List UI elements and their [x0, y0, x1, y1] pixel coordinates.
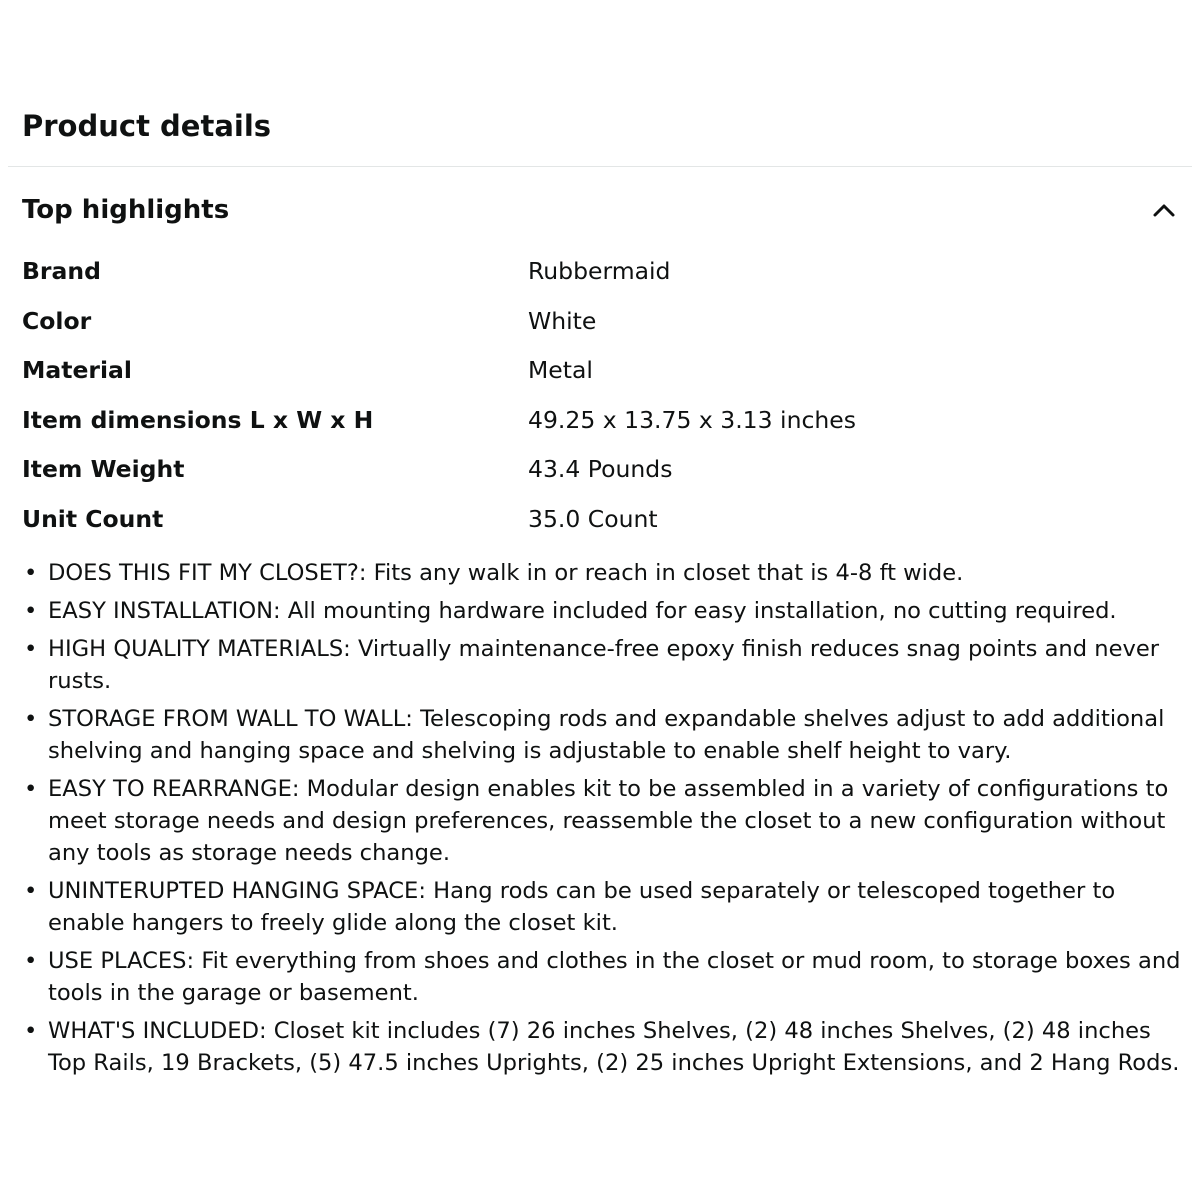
feature-bullet — [22, 875, 1182, 939]
feature-bullet — [22, 633, 1182, 697]
bullet-dot: • — [24, 1018, 38, 1044]
spec-row-dimensions — [22, 396, 1178, 446]
chevron-up-icon[interactable] — [1150, 196, 1178, 224]
spec-value: 49.25 x 13.75 x 3.13 inches — [528, 405, 856, 434]
page-title: Product details — [22, 109, 272, 143]
spec-value: 43.4 Pounds — [528, 455, 673, 484]
feature-bullet-list — [22, 557, 1182, 1105]
feature-bullet — [22, 773, 1182, 869]
spec-label: Color — [22, 306, 92, 335]
bullet-dot: • — [24, 598, 38, 624]
spec-label: Item Weight — [22, 455, 185, 484]
spec-row-unit-count — [22, 495, 1178, 545]
section-divider — [8, 166, 1192, 167]
spec-label: Material — [22, 356, 132, 385]
bullet-dot: • — [24, 948, 38, 974]
bullet-dot: • — [24, 706, 38, 732]
feature-bullet — [22, 557, 1182, 589]
feature-bullet — [22, 595, 1182, 627]
feature-bullet — [22, 945, 1182, 1009]
spec-value: Rubbermaid — [528, 257, 671, 285]
spec-value: Metal — [528, 356, 593, 385]
spec-label: Item dimensions L x W x H — [22, 405, 374, 434]
spec-value: White — [528, 306, 597, 335]
feature-bullet-text: STORAGE FROM WALL TO WALL: Telescoping rods and expandable shelves adjust to add additional shelving and hanging space and shelving is adjustable to enable shelf height to vary. — [48, 706, 1165, 764]
feature-bullet-text: USE PLACES: Fit everything from shoes and clothes in the closet or mud room, to storage boxes and tools in the garage or basement. — [48, 948, 1181, 1006]
feature-bullet-text: UNINTERUPTED HANGING SPACE: Hang rods can be used separately or telescoped together to enable hangers to freely glide along the closet kit. — [48, 878, 1116, 936]
spec-row-weight — [22, 445, 1178, 495]
bullet-dot: • — [24, 878, 38, 904]
feature-bullet-text: EASY TO REARRANGE: Modular design enables kit to be assembled in a variety of configurations to meet storage needs and design preferences, reassemble the closet to a new configuration without any tools as storage needs change. — [48, 776, 1169, 866]
feature-bullet-text: HIGH QUALITY MATERIALS: Virtually maintenance-free epoxy finish reduces snag points and never rusts. — [48, 636, 1160, 694]
feature-bullet-text: EASY INSTALLATION: All mounting hardware included for easy installation, no cutting required. — [48, 598, 1117, 624]
feature-bullet — [22, 703, 1182, 767]
feature-bullet — [22, 1015, 1182, 1079]
bullet-dot: • — [24, 636, 38, 662]
spec-value: 35.0 Count — [528, 504, 658, 533]
feature-bullet-text: DOES THIS FIT MY CLOSET?: Fits any walk in or reach in closet that is 4-8 ft wide. — [48, 560, 964, 586]
top-highlights-toggle[interactable] — [22, 188, 1178, 232]
bullet-dot: • — [24, 776, 38, 802]
section-title: Top highlights — [22, 195, 230, 225]
bullet-dot: • — [24, 560, 38, 586]
spec-table — [22, 247, 1178, 545]
feature-bullet-text: WHAT'S INCLUDED: Closet kit includes (7) 26 inches Shelves, (2) 48 inches Shelves, (2) 48 inches Top Rails, 19 Brackets, (5) 47.5 inches Uprights, (2) 25 inches Upright Extensions, and 2 Hang Rods. — [48, 1018, 1180, 1076]
spec-row-material — [22, 346, 1178, 396]
spec-row-color — [22, 297, 1178, 347]
spec-label: Brand — [22, 257, 101, 285]
spec-label: Unit Count — [22, 504, 164, 533]
spec-row-brand — [22, 247, 1178, 297]
